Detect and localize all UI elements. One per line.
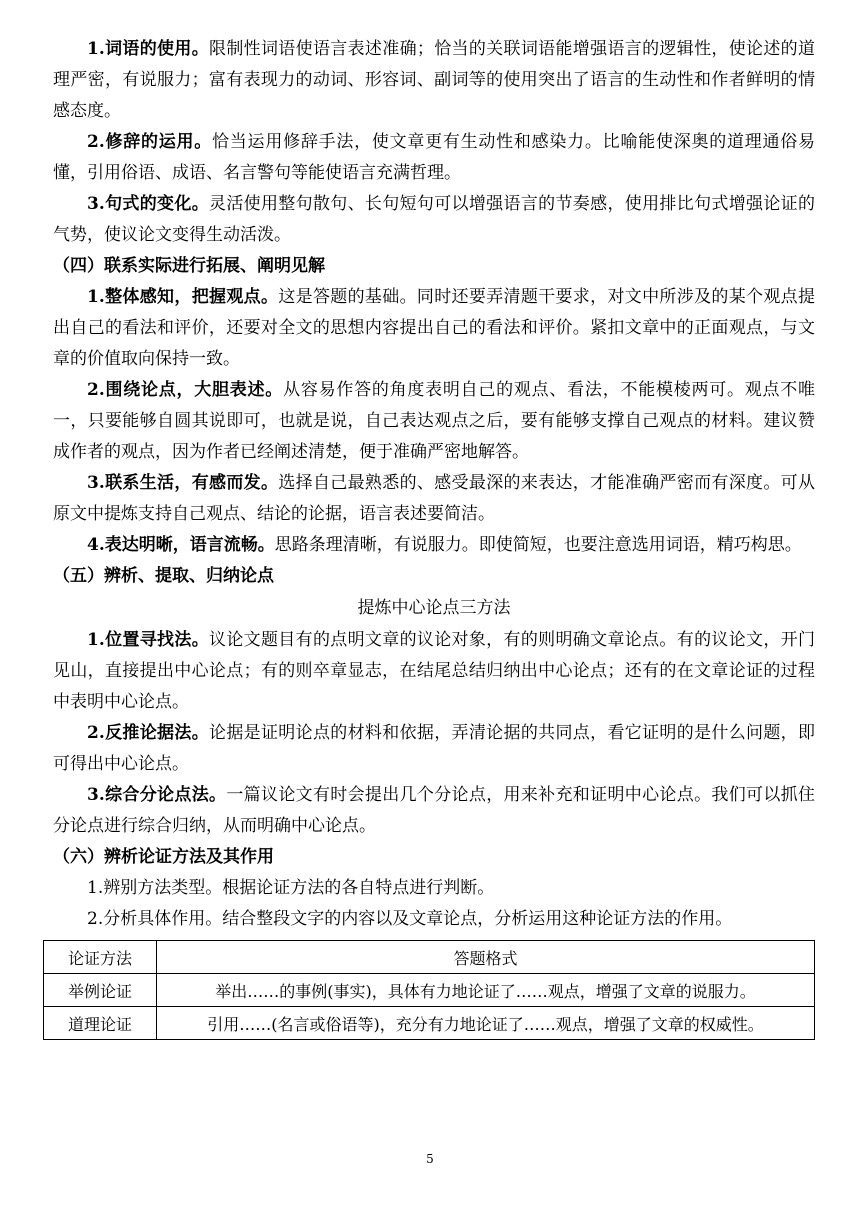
paragraph: 1.辨别方法类型。根据论证方法的各自特点进行判断。 — [87, 878, 495, 898]
item-title: 2.围绕论点，大胆表述。 — [87, 380, 284, 400]
table-header-cell: 论证方法 — [44, 941, 157, 974]
paragraph: 2.分析具体作用。结合整段文字的内容以及文章论点，分析运用这种论证方法的作用。 — [87, 909, 733, 929]
paragraph: 2.反推论据法。论据是证明论点的材料和依据，弄清论据的共同点，看它证明的是什么问题，即可得出中心论点。 — [53, 723, 816, 774]
paragraph: 1.词语的使用。限制性词语使语言表述准确；恰当的关联词语能增强语言的逻辑性，使论述的道理严密，有说服力；富有表现力的动词、形容词、副词等的使用突出了语言的生动性和作者鲜明的情感态度。 — [53, 39, 816, 121]
item-title: 2.反推论据法。 — [87, 723, 210, 743]
table-header-cell: 答题格式 — [157, 941, 815, 974]
paragraph: 1.位置寻找法。议论文题目有的点明文章的议论对象，有的则明确文章论点。有的议论文，开门见山，直接提出中心论点；有的则卒章显志，在结尾总结归纳出中心论点；还有的在文章论证的过程中表明中心论点。 — [53, 630, 816, 712]
table-row — [44, 1007, 815, 1040]
item-title: 1.词语的使用。 — [87, 39, 210, 59]
item-title: 3.句式的变化。 — [87, 194, 210, 214]
section-heading: （六）辨析论证方法及其作用 — [53, 847, 274, 867]
page-content — [53, 34, 815, 1040]
paragraph: 1.整体感知，把握观点。这是答题的基础。同时还要弄清题干要求，对文中所涉及的某个观点提出自己的看法和评价，还要对全文的思想内容提出自己的看法和评价。紧扣文章中的正面观点，与文章的价值取向保持一致。 — [53, 287, 816, 369]
item-title: 1.位置寻找法。 — [87, 630, 210, 650]
section-heading: （四）联系实际进行拓展、阐明见解 — [53, 256, 325, 276]
item-title: 3.综合分论点法。 — [87, 785, 227, 805]
paragraph: 3.综合分论点法。一篇议论文有时会提出几个分论点，用来补充和证明中心论点。我们可以抓住分论点进行综合归纳，从而明确中心论点。 — [53, 785, 816, 836]
table-cell: 道理论证 — [44, 1007, 157, 1040]
paragraph: 4.表达明晰，语言流畅。思路条理清晰，有说服力。即使简短，也要注意选用词语，精巧构思。 — [87, 535, 802, 555]
paragraph: 2.围绕论点，大胆表述。从容易作答的角度表明自己的观点、看法，不能模棱两可。观点不唯一，只要能够自圆其说即可，也就是说，自己表达观点之后，要有能够支撑自己观点的材料。建议赞成作者的观点，因为作者已经阐述清楚，便于准确严密地解答。 — [53, 380, 816, 462]
table-row — [44, 974, 815, 1007]
paragraph: 3.句式的变化。灵活使用整句散句、长句短句可以增强语言的节奏感，使用排比句式增强论证的气势，使议论文变得生动活泼。 — [53, 194, 816, 245]
paragraph: 3.联系生活，有感而发。选择自己最熟悉的、感受最深的来表达，才能准确严密而有深度。可从原文中提炼支持自己观点、结论的论据，语言表述要简洁。 — [53, 473, 816, 524]
table-header-row — [44, 941, 815, 974]
argument-format-table — [43, 940, 815, 1040]
table-cell: 举出……的事例(事实)，具体有力地论证了……观点，增强了文章的说服力。 — [157, 974, 815, 1007]
table-cell: 引用……(名言或俗语等)，充分有力地论证了……观点，增强了文章的权威性。 — [157, 1007, 815, 1040]
section-subtitle: 提炼中心论点三方法 — [357, 598, 511, 618]
table-cell: 举例论证 — [44, 974, 157, 1007]
item-title: 3.联系生活，有感而发。 — [87, 473, 279, 493]
item-title: 1.整体感知，把握观点。 — [87, 287, 279, 307]
page-number: 5 — [426, 1152, 434, 1166]
item-title: 2.修辞的运用。 — [87, 132, 213, 152]
paragraph: 2.修辞的运用。恰当运用修辞手法，使文章更有生动性和感染力。比喻能使深奥的道理通俗易懂，引用俗语、成语、名言警句等能使语言充满哲理。 — [53, 132, 816, 183]
section-heading: （五）辨析、提取、归纳论点 — [53, 566, 274, 586]
item-title: 4.表达明晰，语言流畅。 — [87, 535, 275, 555]
